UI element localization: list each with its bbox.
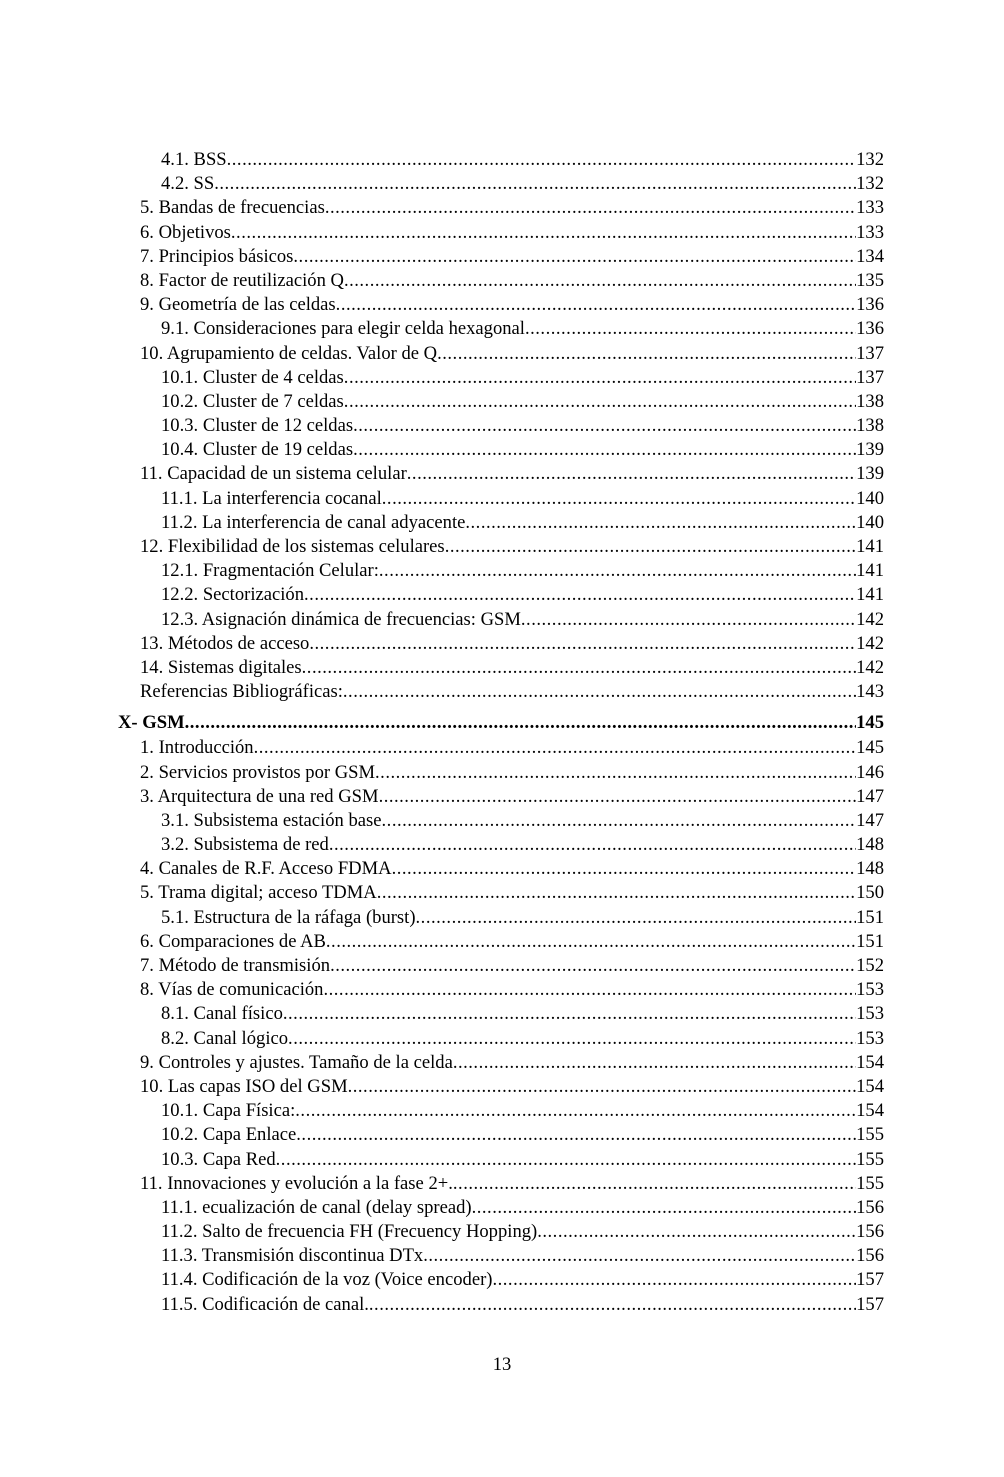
- toc-entry: [0, 857, 1004, 881]
- toc-entry-page: 142: [856, 608, 884, 630]
- toc-dot-leader: [465, 511, 856, 535]
- toc-entry: [0, 148, 1004, 172]
- toc-entry-title: 8. Vías de comunicación: [140, 979, 324, 1001]
- toc-entry-line: [161, 906, 884, 930]
- toc-entry-line: [161, 1196, 884, 1220]
- toc-entry-line: [140, 632, 884, 656]
- toc-dot-leader: [537, 1220, 856, 1244]
- toc-entry-line: [161, 414, 884, 438]
- toc-dot-leader: [407, 462, 856, 486]
- toc-entry-line: [140, 196, 884, 220]
- toc-dot-leader: [348, 1075, 857, 1099]
- toc-entry-line: [161, 1099, 884, 1123]
- toc-entry: [0, 906, 1004, 930]
- toc-dot-leader: [375, 761, 856, 785]
- toc-entry-line: [161, 1220, 884, 1244]
- toc-entry: [0, 608, 1004, 632]
- toc-entry-page: 154: [856, 1051, 884, 1073]
- toc-entry-title: 9. Controles y ajustes. Tamaño de la celda: [140, 1051, 453, 1073]
- toc-entry: [0, 1123, 1004, 1147]
- toc-dot-leader: [382, 809, 857, 833]
- toc-entry-line: [161, 608, 884, 632]
- toc-dot-leader: [276, 1148, 856, 1172]
- toc-entry-title: 11.4. Codificación de la voz (Voice encoder): [161, 1269, 493, 1291]
- toc-dot-leader: [293, 245, 856, 269]
- toc-entry-title: 10.1. Cluster de 4 celdas: [161, 366, 344, 388]
- toc-entry-line: [140, 954, 884, 978]
- toc-dot-leader: [353, 438, 856, 462]
- toc-entry: [0, 1293, 1004, 1317]
- toc-dot-leader: [329, 833, 856, 857]
- toc-entry-title: 11.1. ecualización de canal (delay spread): [161, 1196, 472, 1218]
- toc-entry-title: 3.2. Subsistema de red: [161, 834, 329, 856]
- toc-entry-page: 147: [856, 785, 884, 807]
- toc-entry-page: 140: [856, 487, 884, 509]
- toc-entry-title: 11.5. Codificación de canal.: [161, 1293, 369, 1315]
- toc-entry-line: [140, 462, 884, 486]
- toc-entry-title: 12.3. Asignación dinámica de frecuencias: GSM: [161, 608, 521, 630]
- toc-entry-title: 11.2. Salto de frecuencia FH (Frecuency Hopping): [161, 1221, 538, 1243]
- table-of-contents: [0, 148, 1004, 1317]
- toc-entry: [0, 1172, 1004, 1196]
- toc-entry: [0, 583, 1004, 607]
- toc-entry: [0, 1027, 1004, 1051]
- toc-entry: [0, 342, 1004, 366]
- toc-dot-leader: [492, 1268, 856, 1292]
- toc-entry-line: [140, 785, 884, 809]
- toc-entry-page: 155: [856, 1124, 884, 1146]
- toc-dot-leader: [379, 785, 857, 809]
- toc-entry-line: [140, 680, 884, 704]
- toc-entry-title: 4. Canales de R.F. Acceso FDMA: [140, 858, 392, 880]
- toc-entry-line: [161, 559, 884, 583]
- toc-entry-page: 139: [856, 439, 884, 461]
- toc-entry-page: 135: [856, 269, 884, 291]
- toc-entry: [0, 1148, 1004, 1172]
- toc-dot-leader: [309, 632, 856, 656]
- toc-entry-page: 156: [856, 1221, 884, 1243]
- toc-dot-leader: [416, 906, 857, 930]
- toc-entry: [0, 881, 1004, 905]
- toc-entry: [0, 1220, 1004, 1244]
- toc-entry: [0, 954, 1004, 978]
- toc-entry-title: 13. Métodos de acceso: [140, 632, 310, 654]
- toc-entry-title: 7. Principios básicos: [140, 245, 294, 267]
- toc-dot-leader: [254, 736, 857, 760]
- toc-entry: [0, 317, 1004, 341]
- toc-entry-page: 138: [856, 415, 884, 437]
- toc-entry-page: 141: [856, 560, 884, 582]
- toc-entry-page: 143: [856, 681, 884, 703]
- toc-dot-leader: [472, 1196, 857, 1220]
- toc-entry-page: 136: [856, 318, 884, 340]
- toc-entry-line: [161, 317, 884, 341]
- toc-entry: [0, 414, 1004, 438]
- toc-dot-leader: [325, 196, 856, 220]
- toc-entry-page: 148: [856, 858, 884, 880]
- toc-entry-title: 10.4. Cluster de 19 celdas: [161, 439, 354, 461]
- toc-dot-leader: [185, 710, 856, 736]
- toc-entry-page: 155: [856, 1148, 884, 1170]
- toc-entry-page: 145: [856, 737, 884, 759]
- toc-dot-leader: [295, 1099, 856, 1123]
- toc-entry-line: [161, 583, 884, 607]
- toc-entry-line: [140, 342, 884, 366]
- toc-dot-leader: [304, 583, 856, 607]
- toc-entry-title: 9. Geometría de las celdas: [140, 294, 336, 316]
- toc-dot-leader: [392, 857, 857, 881]
- toc-entry-line: [161, 1002, 884, 1026]
- toc-entry-line: [140, 736, 884, 760]
- toc-entry-page: 138: [856, 390, 884, 412]
- toc-entry: [0, 710, 1004, 736]
- toc-entry-line: [140, 978, 884, 1002]
- toc-entry-title: 10.3. Capa Red: [161, 1148, 276, 1170]
- toc-entry-page: 148: [856, 834, 884, 856]
- toc-entry: [0, 511, 1004, 535]
- toc-entry-line: [140, 535, 884, 559]
- toc-entry-title: 14. Sistemas digitales: [140, 656, 302, 678]
- toc-entry-page: 132: [856, 173, 884, 195]
- toc-entry: [0, 632, 1004, 656]
- toc-entry-page: 132: [856, 149, 884, 170]
- toc-entry-title: Referencias Bibliográficas:: [140, 681, 343, 703]
- toc-dot-leader: [323, 978, 856, 1002]
- toc-entry-page: 153: [856, 979, 884, 1001]
- toc-entry-page: 151: [856, 906, 884, 928]
- toc-entry-page: 151: [856, 930, 884, 952]
- toc-entry-title: 5. Trama digital; acceso TDMA: [140, 882, 377, 904]
- toc-entry-line: [161, 833, 884, 857]
- toc-entry-page: 150: [856, 882, 884, 904]
- toc-entry: [0, 761, 1004, 785]
- toc-entry-title: 11.2. La interferencia de canal adyacente: [161, 511, 466, 533]
- toc-entry-page: 136: [856, 294, 884, 316]
- toc-entry-line: [161, 366, 884, 390]
- toc-dot-leader: [326, 930, 856, 954]
- toc-dot-leader: [302, 656, 856, 680]
- toc-entry: [0, 736, 1004, 760]
- toc-entry-line: [140, 1051, 884, 1075]
- toc-entry-title: 3.1. Subsistema estación base: [161, 809, 382, 831]
- toc-dot-leader: [330, 954, 856, 978]
- toc-entry-line: [161, 809, 884, 833]
- toc-entry-line: [161, 511, 884, 535]
- toc-entry-page: 145: [856, 712, 884, 734]
- toc-entry-title: 6. Comparaciones de AB: [140, 930, 326, 952]
- toc-dot-leader: [369, 1293, 856, 1317]
- toc-dot-leader: [344, 366, 856, 390]
- toc-entry-line: [161, 1027, 884, 1051]
- toc-entry-title: 8.1. Canal físico: [161, 1003, 283, 1025]
- toc-entry-line: [140, 269, 884, 293]
- toc-dot-leader: [214, 172, 856, 196]
- toc-entry-page: 147: [856, 809, 884, 831]
- toc-entry-title: 11. Capacidad de un sistema celular: [140, 463, 407, 485]
- toc-dot-leader: [343, 680, 856, 704]
- toc-entry-page: 141: [856, 536, 884, 557]
- toc-entry: [0, 535, 1004, 559]
- toc-entry-line: [161, 148, 884, 172]
- toc-dot-leader: [227, 148, 856, 172]
- toc-entry: [0, 809, 1004, 833]
- toc-entry: [0, 438, 1004, 462]
- toc-entry-title: 4.1. BSS: [161, 149, 227, 170]
- toc-entry-page: 146: [856, 761, 884, 783]
- toc-dot-leader: [283, 1002, 856, 1026]
- toc-entry: [0, 656, 1004, 680]
- toc-dot-leader: [437, 342, 856, 366]
- toc-entry-page: 133: [856, 221, 884, 243]
- toc-entry-line: [140, 761, 884, 785]
- toc-entry: [0, 487, 1004, 511]
- toc-entry: [0, 978, 1004, 1002]
- toc-entry: [0, 196, 1004, 220]
- toc-dot-leader: [377, 881, 856, 905]
- toc-entry-line: [161, 1268, 884, 1292]
- toc-entry: [0, 680, 1004, 704]
- toc-entry: [0, 1099, 1004, 1123]
- toc-dot-leader: [525, 317, 856, 341]
- toc-dot-leader: [336, 293, 856, 317]
- toc-entry-line: [140, 221, 884, 245]
- toc-entry-title: 5. Bandas de frecuencias: [140, 197, 325, 219]
- toc-entry-title: 9.1. Consideraciones para elegir celda hexagonal: [161, 318, 525, 340]
- toc-entry-title: 10. Las capas ISO del GSM: [140, 1075, 348, 1097]
- toc-entry-page: 134: [856, 245, 884, 267]
- toc-entry-page: 157: [856, 1269, 884, 1291]
- toc-entry-title: 8. Factor de reutilización Q: [140, 269, 344, 291]
- page-number: 13: [492, 1354, 512, 1375]
- toc-dot-leader: [379, 559, 856, 583]
- toc-entry-page: 153: [856, 1003, 884, 1025]
- toc-entry: [0, 1196, 1004, 1220]
- toc-entry-line: [161, 1123, 884, 1147]
- toc-entry: [0, 1244, 1004, 1268]
- toc-entry-title: 10.3. Cluster de 12 celdas: [161, 415, 354, 437]
- toc-entry-title: 11.1. La interferencia cocanal: [161, 487, 382, 509]
- toc-entry-line: [161, 1244, 884, 1268]
- toc-dot-leader: [353, 414, 856, 438]
- toc-entry-line: [140, 930, 884, 954]
- toc-entry-line: [140, 656, 884, 680]
- toc-entry-page: 156: [856, 1245, 884, 1267]
- toc-entry-page: 137: [856, 366, 884, 388]
- toc-entry: [0, 390, 1004, 414]
- toc-entry-line: [161, 1148, 884, 1172]
- toc-entry-page: 137: [856, 342, 884, 364]
- toc-entry-page: 152: [856, 955, 884, 976]
- toc-entry-page: 142: [856, 656, 884, 678]
- toc-dot-leader: [288, 1027, 856, 1051]
- toc-entry: [0, 1002, 1004, 1026]
- toc-entry: [0, 366, 1004, 390]
- toc-entry-line: [161, 172, 884, 196]
- toc-dot-leader: [344, 390, 856, 414]
- toc-entry: [0, 245, 1004, 269]
- toc-entry: [0, 172, 1004, 196]
- toc-entry: [0, 221, 1004, 245]
- toc-dot-leader: [423, 1244, 856, 1268]
- toc-dot-leader: [453, 1172, 856, 1196]
- toc-entry-page: 156: [856, 1196, 884, 1218]
- toc-dot-leader: [231, 221, 856, 245]
- toc-entry-title: 8.2. Canal lógico: [161, 1027, 289, 1049]
- toc-entry-title: 3. Arquitectura de una red GSM: [140, 785, 379, 807]
- toc-entry-title: 10. Agrupamiento de celdas. Valor de Q: [140, 342, 438, 364]
- toc-entry-page: 153: [856, 1027, 884, 1049]
- toc-entry-line: [161, 487, 884, 511]
- toc-entry-title: 5.1. Estructura de la ráfaga (burst): [161, 906, 416, 928]
- toc-entry-title: X- GSM: [118, 712, 185, 734]
- toc-entry-title: 10.1. Capa Física:: [161, 1100, 296, 1122]
- toc-dot-leader: [382, 487, 856, 511]
- toc-entry-page: 141: [856, 584, 884, 606]
- toc-dot-leader: [296, 1123, 856, 1147]
- toc-entry-line: [161, 390, 884, 414]
- toc-entry-line: [161, 1293, 884, 1317]
- toc-entry: [0, 559, 1004, 583]
- toc-entry: [0, 1268, 1004, 1292]
- toc-entry-title: 12. Flexibilidad de los sistemas celulares: [140, 536, 445, 557]
- toc-entry-title: 1. Introducción: [140, 737, 254, 759]
- toc-entry-line: [140, 857, 884, 881]
- toc-entry-page: 154: [856, 1075, 884, 1097]
- toc-dot-leader: [344, 269, 856, 293]
- toc-entry-title: 12.1. Fragmentación Celular:: [161, 560, 379, 582]
- toc-entry-line: [161, 438, 884, 462]
- toc-entry-line: [140, 245, 884, 269]
- toc-entry-title: 11.3. Transmisión discontinua DTx: [161, 1245, 424, 1267]
- toc-entry-page: 142: [856, 632, 884, 654]
- toc-entry-page: 140: [856, 511, 884, 533]
- toc-entry-page: 155: [856, 1172, 884, 1194]
- toc-entry: [0, 1051, 1004, 1075]
- toc-entry-line: [140, 1075, 884, 1099]
- toc-entry-title: 4.2. SS: [161, 173, 215, 195]
- toc-entry: [0, 930, 1004, 954]
- toc-entry-title: 12.2. Sectorización: [161, 584, 305, 606]
- toc-entry-line: [140, 1172, 884, 1196]
- toc-entry: [0, 293, 1004, 317]
- toc-entry-page: 133: [856, 197, 884, 219]
- toc-dot-leader: [445, 535, 856, 559]
- toc-entry-page: 154: [856, 1100, 884, 1122]
- toc-entry-title: 10.2. Capa Enlace: [161, 1124, 297, 1146]
- toc-entry-title: 10.2. Cluster de 7 celdas: [161, 390, 344, 412]
- toc-entry: [0, 1075, 1004, 1099]
- toc-entry-page: 157: [856, 1293, 884, 1315]
- toc-entry: [0, 785, 1004, 809]
- toc-entry-page: 139: [856, 463, 884, 485]
- toc-entry-title: 6. Objetivos: [140, 221, 231, 243]
- toc-entry: [0, 833, 1004, 857]
- toc-dot-leader: [521, 608, 856, 632]
- toc-entry-line: [140, 293, 884, 317]
- toc-entry: [0, 269, 1004, 293]
- toc-entry-title: 7. Método de transmisión: [140, 955, 331, 976]
- toc-entry-title: 11. Innovaciones y evolución a la fase 2+.: [140, 1172, 453, 1194]
- toc-entry: [0, 462, 1004, 486]
- toc-dot-leader: [453, 1051, 856, 1075]
- toc-entry-line: [118, 710, 884, 736]
- toc-entry-line: [140, 881, 884, 905]
- toc-entry-title: 2. Servicios provistos por GSM: [140, 761, 376, 783]
